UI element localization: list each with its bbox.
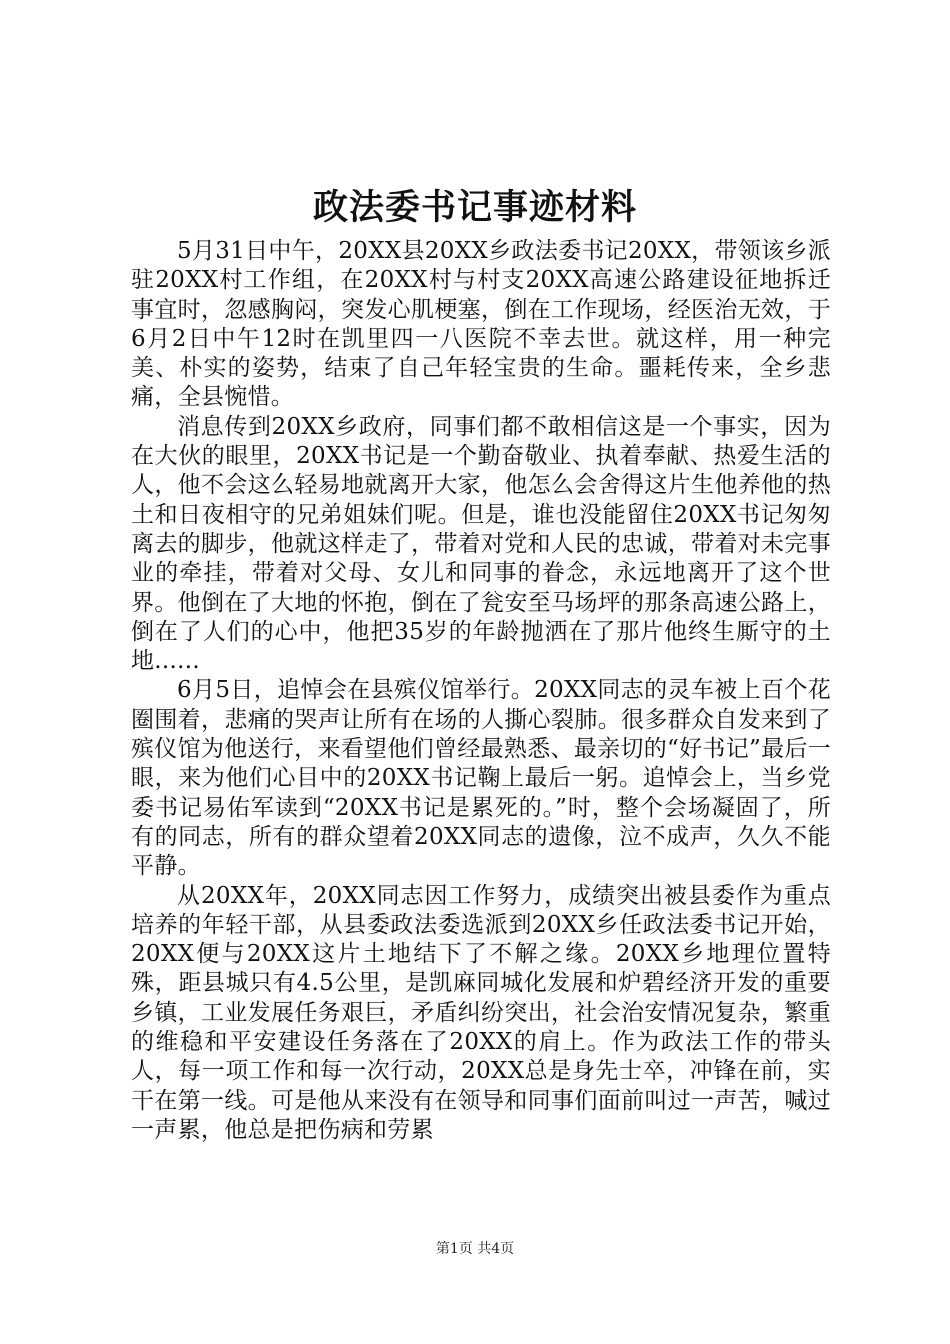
document-title: 政法委书记事迹材料 <box>312 187 637 228</box>
document-body <box>131 237 831 1145</box>
paragraph: 5月31日中午，20XX县20XX乡政法委书记20XX，带领该乡派驻20XX村工作组，在20XX村与村支20XX高速公路建设征地拆迁事宜时，忽感胸闷，突发心肌梗塞，倒在工作现场，经医治无效，于6月2日中午12时在凯里四一八医院不幸去世。就这样，用一种完美、朴实的姿势，结束了自己年轻宝贵的生命。噩耗传来，全乡悲痛，全县惋惜。 <box>131 238 831 411</box>
paragraph: 从20XX年，20XX同志因工作努力，成绩突出被县委作为重点培养的年轻干部，从县委政法委选派到20XX乡任政法委书记开始，20XX便与20XX这片土地结下了不解之缘。20XX乡地理位置特殊，距县城只有4.5公里，是凯麻同城化发展和炉碧经济开发的重要乡镇，工业发展任务艰巨，矛盾纠纷突出，社会治安情况复杂，繁重的维稳和平安建设任务落在了20XX的肩上。作为政法工作的带头人，每一项工作和每一次行动，20XX总是身先士卒，冲锋在前，实干在第一线。可是他从来没有在领导和同事们面前叫过一声苦，喊过一声累，他总是把伤病和劳累 <box>131 882 831 1143</box>
paragraph: 6月5日，追悼会在县殡仪馆举行。20XX同志的灵车被上百个花圈围着，悲痛的哭声让所有在场的人撕心裂肺。很多群众自发来到了殡仪馆为他送行，来看望他们曾经最熟悉、最亲切的“好书记”最后一眼，来为他们心目中的20XX书记鞠上最后一躬。追悼会上，当乡党委书记易佑军读到“20XX书记是累死的。”时，整个会场凝固了，所有的同志，所有的群众望着20XX同志的遗像，泣不成声，久久不能平静。 <box>131 677 831 880</box>
page-footer: 第1页 共4页 <box>435 1241 515 1257</box>
paragraph: 消息传到20XX乡政府，同事们都不敢相信这是一个事实，因为在大伙的眼里，20XX书记是一个勤奋敬业、执着奉献、热爱生活的人，他不会这么轻易地就离开大家，他怎么会舍得这片生他养他的热土和日夜相守的兄弟姐妹们呢。但是，谁也没能留住20XX书记匆匆离去的脚步，他就这样走了，带着对党和人民的忠诚，带着对未完事业的牵挂，带着对父母、女儿和同事的眷念，永远地离开了这个世界。他倒在了大地的怀抱，倒在了瓮安至马场坪的那条高速公路上，倒在了人们的心中，他把35岁的年龄抛洒在了那片他终生厮守的土地...... <box>131 413 831 675</box>
